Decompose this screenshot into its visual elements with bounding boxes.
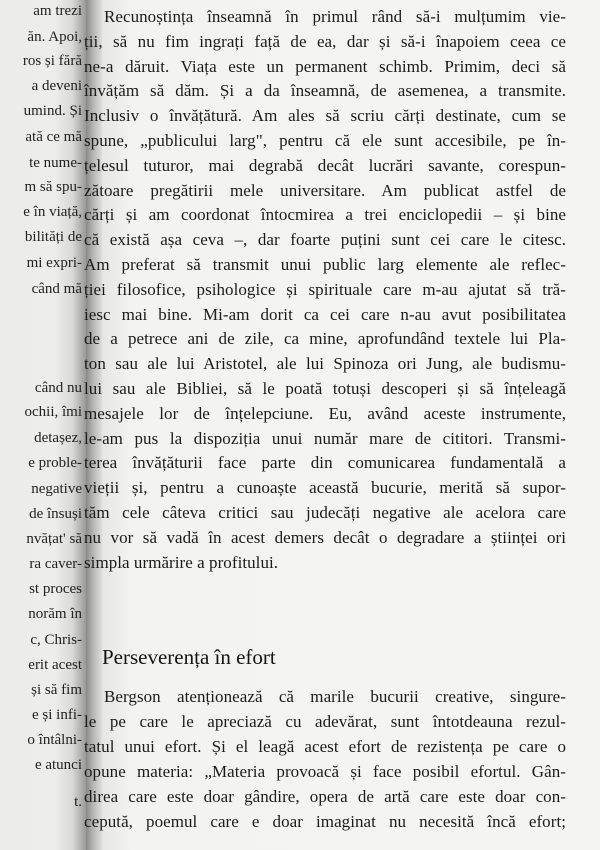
text-line: ne-a dăruit. Viața este un permanent schimb. Primim, deci să [84, 56, 566, 76]
left-page-fragment: m să spu- [24, 180, 82, 195]
text-line: zătoare pregătirii mele universitare. Am publicat astfel de [84, 180, 566, 200]
text-line: terea învățăturii face parte din comunicarea fundamentală a [84, 453, 566, 473]
left-page-fragment: erit acest [28, 658, 82, 673]
left-page-fragment: norăm în [28, 607, 82, 622]
left-page-fragment: e în viață, [23, 205, 82, 220]
left-page-fragment: c, Chris- [30, 633, 82, 648]
left-page-fragment: e și infi- [32, 708, 82, 723]
left-page-fragment: umind. Și [23, 104, 82, 119]
left-page-fragment: te nume- [29, 156, 82, 171]
left-page-fragment: detașez, [34, 431, 82, 446]
text-line: tăm cele câteva critici sau judecăți negative ale acelora care [84, 503, 566, 522]
text-line: simpla urmărire a profitului. [84, 552, 279, 572]
text-line: cepută, poemul care e doar imaginat nu necesită încă efort; [84, 812, 566, 831]
left-page-fragment: când nu [34, 381, 82, 396]
left-page-fragment: st proces [29, 582, 82, 597]
text-line: țelesul tuturor, mai degrabă decât lucrări savante, corespun- [84, 155, 566, 175]
text-line: nu vor să vadă în acest demers decât o degradare a științei ori [84, 527, 566, 547]
left-page-fragment: e proble- [28, 456, 82, 471]
left-page-fragment: a deveni [31, 79, 82, 94]
left-page-fragment: ată ce mă [25, 130, 82, 145]
text-line: iesc mai bine. Mi-am dorit ca cei care n-au avut posibilitatea [84, 304, 566, 324]
text-line: ții, să nu fim ingrați față de ea, dar și să-i înapoiem ceea ce [84, 31, 566, 51]
left-page-fragment: t. [74, 795, 82, 810]
text-line: ției filosofice, psihologice și spirituale care m-au ajutat să tră- [84, 279, 566, 299]
left-page-fragment: de însuși [29, 507, 82, 522]
section-heading: Perseverența în efort [102, 645, 276, 669]
text-line: Am preferat să transmit unui public larg elemente ale reflec- [84, 255, 566, 274]
left-page-fragment: ochii, îmi [24, 405, 82, 420]
left-page-fragment: ros și fără [22, 54, 82, 69]
text-line: direa care este doar gândire, opera de artă care este doar con- [84, 787, 566, 806]
text-line: ton sau ale lui Aristotel, ale lui Spinoza ori Jung, ale budismu- [84, 354, 566, 374]
left-page-fragment: ăn. Apoi, [27, 30, 82, 45]
text-line: vieții și, pentru a cunoaște această bucurie, merită să supor- [84, 478, 566, 498]
left-page-fragment: bilități de [24, 230, 82, 245]
left-page-fragment: negative [31, 482, 82, 497]
left-page-fragment: e atunci [34, 758, 82, 773]
text-line: tatul unui efort. Și el leagă acest efort de rezistența pe care o [84, 737, 566, 756]
left-page-fragment: o întâlni- [27, 733, 82, 748]
text-line: Recunoștința înseamnă în primul rând să-i mulțumim vie- [104, 7, 566, 26]
text-line: opune materia: „Materia provoacă și face posibil efortul. Gân- [84, 762, 566, 781]
left-page-fragment: mi expri- [26, 256, 82, 271]
text-line: cărți și am coordonat întocmirea a trei enciclopedii – și bine [84, 205, 566, 225]
text-line: lui sau ale Bibliei, să le poată totuși descoperi și să înțeleagă [84, 379, 566, 398]
text-line: mesajele lor de înțelepciune. Eu, având aceste instrumente, [84, 403, 566, 423]
text-line: că există așa ceva –, dar foarte puțini sunt cei care le citesc. [84, 230, 566, 250]
left-page-fragment: ra caver- [29, 557, 82, 572]
text-line: spune, „publicului larg", pentru că ele sunt accesibile, pe în- [84, 131, 566, 150]
text-line: le-am pus la dispoziția unui număr mare de cititori. Transmi- [84, 428, 566, 448]
text-line: Bergson atenționează că marile bucurii creative, singure- [104, 687, 566, 706]
left-page-fragment: și să fim [31, 683, 82, 698]
text-line: învățăm să dăm. Și a da înseamnă, de asemenea, a transmite. [84, 81, 566, 101]
text-line: de a petrece ani de zile, ca mine, aprofundând textele lui Pla- [84, 329, 566, 349]
left-page-fragment: nvățat' să [26, 532, 82, 547]
text-line: le pe care le apreciază cu adevărat, sunt întotdeauna rezul- [84, 712, 566, 731]
left-page-fragment: am trezi [33, 4, 82, 19]
left-page-fragment: când mă [31, 282, 82, 297]
left-page-edge [0, 0, 88, 850]
text-line: Inclusiv o învățătură. Am ales să scriu cărți destinate, cum se [84, 106, 566, 126]
